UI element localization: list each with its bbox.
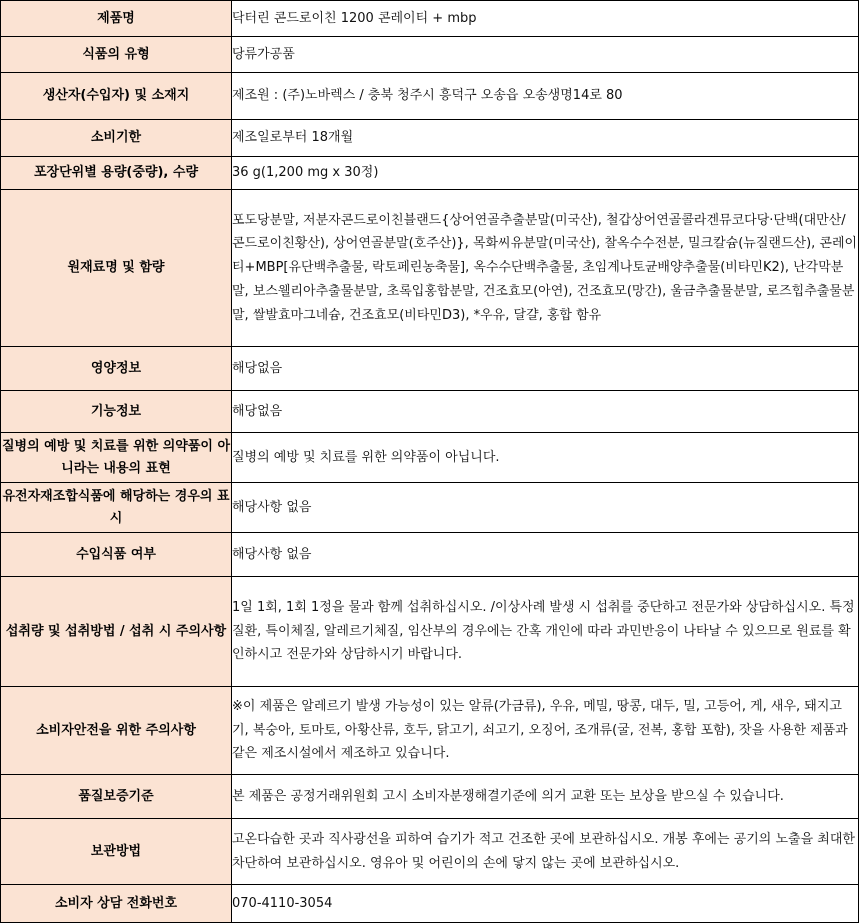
row-label-not-medicine-notice: 질병의 예방 및 치료를 위한 의약품이 아니라는 내용의 표현 xyxy=(1,433,232,483)
row-value-product-name: 닥터린 콘드로이친 1200 콘레이티 + mbp xyxy=(232,1,859,37)
table-row xyxy=(1,37,859,73)
row-label-manufacturer: 생산자(수입자) 및 소재지 xyxy=(1,73,232,120)
row-label-function-info: 기능정보 xyxy=(1,391,232,433)
table-row xyxy=(1,533,859,577)
table-row xyxy=(1,433,859,483)
row-label-product-name: 제품명 xyxy=(1,1,232,37)
table-row xyxy=(1,483,859,533)
row-label-safety-caution: 소비자안전을 위한 주의사항 xyxy=(1,687,232,775)
row-label-ingredients: 원재료명 및 함량 xyxy=(1,190,232,347)
row-value-ingredients: 포도당분말, 저분자콘드로이친블랜드{상어연골추출분말(미국산), 철갑상어연골콜라겐뮤코다당·단백(대만산/콘드로이친황산), 상어연골분말(호주산)}, 목화씨유분말(미국산), 찰옥수수전분, 밀크칼슘(뉴질랜드산), 콘레이티+MBP[유단백추출물, 락토페린농축물], 옥수수단백추출물, 초임계나토균배양추출물(비타민K2), 난각막분말, 보스웰리아추출물분말, 초록입홍합분말, 건조효모(아연), 건조효모(망간), 울금추출물분말, 로즈힙추출물분말, 쌀발효마그네슘, 건조효모(비타민D3), *우유, 달걀, 홍합 함유 xyxy=(232,190,859,347)
row-label-gmo-notice: 유전자재조합식품에 해당하는 경우의 표시 xyxy=(1,483,232,533)
row-label-storage-method: 보관방법 xyxy=(1,819,232,885)
row-label-quality-guarantee: 품질보증기준 xyxy=(1,775,232,819)
row-value-package-quantity: 36 g(1,200 mg x 30정) xyxy=(232,157,859,190)
table-row xyxy=(1,391,859,433)
row-label-expiry: 소비기한 xyxy=(1,120,232,157)
row-value-function-info: 해당없음 xyxy=(232,391,859,433)
row-value-quality-guarantee: 본 제품은 공정거래위원회 고시 소비자분쟁해결기준에 의거 교환 또는 보상을 받으실 수 있습니다. xyxy=(232,775,859,819)
row-value-nutrition-info: 해당없음 xyxy=(232,347,859,391)
table-row xyxy=(1,1,859,37)
row-value-manufacturer: 제조원 : (주)노바렉스 / 충북 청주시 흥덕구 오송읍 오송생명14로 80 xyxy=(232,73,859,120)
table-row xyxy=(1,885,859,923)
table-row xyxy=(1,190,859,347)
row-label-food-type: 식품의 유형 xyxy=(1,37,232,73)
row-value-consumer-phone: 070-4110-3054 xyxy=(232,885,859,923)
row-value-safety-caution: ※이 제품은 알레르기 발생 가능성이 있는 알류(가금류), 우유, 메밀, 땅콩, 대두, 밀, 고등어, 게, 새우, 돼지고기, 복숭아, 토마토, 아황산류, 호두, 닭고기, 쇠고기, 오징어, 조개류(굴, 전복, 홍합 포함), 잣을 사용한 제품과 같은 제조시설에서 제조하고 있습니다. xyxy=(232,687,859,775)
table-row xyxy=(1,775,859,819)
table-row xyxy=(1,120,859,157)
table-row xyxy=(1,73,859,120)
row-value-not-medicine-notice: 질병의 예방 및 치료를 위한 의약품이 아닙니다. xyxy=(232,433,859,483)
row-value-expiry: 제조일로부터 18개월 xyxy=(232,120,859,157)
row-label-imported-food: 수입식품 여부 xyxy=(1,533,232,577)
row-value-gmo-notice: 해당사항 없음 xyxy=(232,483,859,533)
table-row xyxy=(1,347,859,391)
table-row xyxy=(1,819,859,885)
row-value-imported-food: 해당사항 없음 xyxy=(232,533,859,577)
row-label-nutrition-info: 영양정보 xyxy=(1,347,232,391)
table-row xyxy=(1,687,859,775)
row-value-intake-method: 1일 1회, 1회 1정을 물과 함께 섭취하십시오. /이상사례 발생 시 섭취를 중단하고 전문가와 상담하십시오. 특정질환, 특이체질, 알레르기체질, 임산부의 경우에는 간혹 개인에 따라 과민반응이 나타날 수 있으므로 원료를 확인하시고 전문가와 상담하시기 바랍니다. xyxy=(232,577,859,687)
row-label-intake-method: 섭취량 및 섭취방법 / 섭취 시 주의사항 xyxy=(1,577,232,687)
table-row xyxy=(1,577,859,687)
row-value-storage-method: 고온다습한 곳과 직사광선을 피하여 습기가 적고 건조한 곳에 보관하십시오. 개봉 후에는 공기의 노출을 최대한 차단하여 보관하십시오. 영유아 및 어린이의 손에 닿지 않는 곳에 보관하십시오. xyxy=(232,819,859,885)
row-value-food-type: 당류가공품 xyxy=(232,37,859,73)
row-label-package-quantity: 포장단위별 용량(중량), 수량 xyxy=(1,157,232,190)
row-label-consumer-phone: 소비자 상담 전화번호 xyxy=(1,885,232,923)
table-row xyxy=(1,157,859,190)
